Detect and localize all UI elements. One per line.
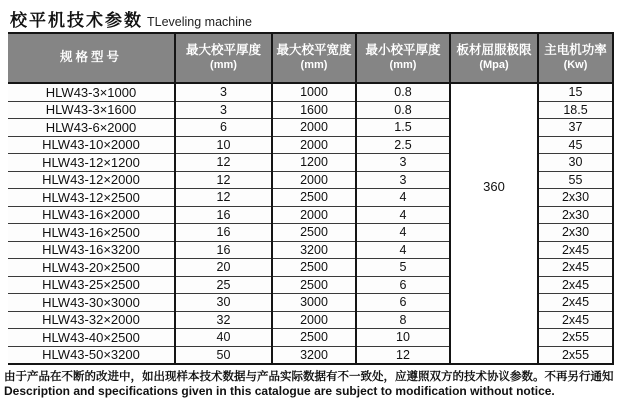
header-yield-limit-unit: (Mpa) [479, 58, 509, 71]
min-thickness-cell: 4 [356, 206, 450, 224]
yield-limit-cell: 360 [450, 83, 538, 364]
max-width-cell: 1200 [272, 154, 356, 172]
max-width-cell: 3000 [272, 294, 356, 312]
model-cell: HLW43-30×3000 [8, 294, 175, 312]
page-title-english: TLeveling machine [147, 15, 252, 29]
max-width-cell: 2500 [272, 224, 356, 242]
max-thickness-cell: 12 [175, 171, 272, 189]
min-thickness-cell: 3 [356, 154, 450, 172]
max-thickness-cell: 50 [175, 346, 272, 364]
max-thickness-cell: 30 [175, 294, 272, 312]
model-cell: HLW43-16×2500 [8, 224, 175, 242]
max-thickness-cell: 16 [175, 241, 272, 259]
model-cell: HLW43-25×2500 [8, 276, 175, 294]
motor-power-cell: 30 [538, 154, 613, 172]
max-width-cell: 2500 [272, 189, 356, 207]
max-width-cell: 2000 [272, 311, 356, 329]
motor-power-cell: 2x45 [538, 294, 613, 312]
page-title-chinese: 校平机技术参数 [10, 11, 143, 30]
footer-note [4, 370, 620, 399]
motor-power-cell: 2x30 [538, 189, 613, 207]
header-max-width: 最大校平宽度 (mm) [272, 33, 356, 83]
max-width-cell: 1600 [272, 101, 356, 119]
min-thickness-cell: 8 [356, 311, 450, 329]
max-width-cell: 2500 [272, 329, 356, 347]
spec-table-header [8, 33, 613, 83]
min-thickness-cell: 10 [356, 329, 450, 347]
min-thickness-cell: 2.5 [356, 136, 450, 154]
model-cell: HLW43-12×1200 [8, 154, 175, 172]
header-motor-power: 主电机功率 (Kw) [538, 33, 613, 83]
header-min-thickness-unit: (mm) [389, 58, 417, 71]
model-cell: HLW43-32×2000 [8, 311, 175, 329]
model-cell: HLW43-10×2000 [8, 136, 175, 154]
max-thickness-cell: 12 [175, 154, 272, 172]
max-thickness-cell: 25 [175, 276, 272, 294]
min-thickness-cell: 0.8 [356, 83, 450, 101]
min-thickness-cell: 0.8 [356, 101, 450, 119]
spec-table [8, 32, 614, 365]
spec-table-body [8, 83, 613, 364]
max-width-cell: 3200 [272, 241, 356, 259]
max-width-cell: 2000 [272, 206, 356, 224]
min-thickness-cell: 4 [356, 224, 450, 242]
max-width-cell: 2000 [272, 171, 356, 189]
motor-power-cell: 2x45 [538, 259, 613, 277]
header-max-width-unit: (mm) [300, 58, 328, 71]
motor-power-cell: 2x55 [538, 329, 613, 347]
max-thickness-cell: 6 [175, 119, 272, 137]
max-thickness-cell: 3 [175, 101, 272, 119]
model-cell: HLW43-16×2000 [8, 206, 175, 224]
motor-power-cell: 55 [538, 171, 613, 189]
footer-note-english: Description and specifications given in this catalogue are subject to modification without notice. [4, 384, 555, 399]
motor-power-cell: 45 [538, 136, 613, 154]
model-cell: HLW43-12×2500 [8, 189, 175, 207]
table-row [8, 83, 613, 101]
max-width-cell: 2500 [272, 259, 356, 277]
model-cell: HLW43-3×1000 [8, 83, 175, 101]
min-thickness-cell: 4 [356, 241, 450, 259]
motor-power-cell: 18.5 [538, 101, 613, 119]
footer-note-chinese: 由于产品在不断的改进中，如出现样本技术数据与产品实际数据有不一致处，应遵照双方的技术协议参数。不再另行通知 [4, 371, 614, 383]
header-motor-power-unit: (Kw) [563, 58, 588, 71]
min-thickness-cell: 4 [356, 189, 450, 207]
min-thickness-cell: 6 [356, 276, 450, 294]
header-max-thickness: 最大校平厚度 (mm) [175, 33, 272, 83]
max-thickness-cell: 16 [175, 206, 272, 224]
motor-power-cell: 2x45 [538, 241, 613, 259]
max-thickness-cell: 40 [175, 329, 272, 347]
max-thickness-cell: 20 [175, 259, 272, 277]
page-title [10, 6, 252, 31]
max-thickness-cell: 16 [175, 224, 272, 242]
motor-power-cell: 2x30 [538, 224, 613, 242]
model-cell: HLW43-3×1600 [8, 101, 175, 119]
model-cell: HLW43-6×2000 [8, 119, 175, 137]
min-thickness-cell: 1.5 [356, 119, 450, 137]
model-cell: HLW43-40×2500 [8, 329, 175, 347]
max-width-cell: 3200 [272, 346, 356, 364]
min-thickness-cell: 6 [356, 294, 450, 312]
min-thickness-cell: 5 [356, 259, 450, 277]
header-model: 规格型号 [8, 33, 175, 83]
max-width-cell: 2000 [272, 119, 356, 137]
header-min-thickness: 最小校平厚度 (mm) [356, 33, 450, 83]
motor-power-cell: 2x45 [538, 311, 613, 329]
header-max-thickness-unit: (mm) [210, 58, 237, 71]
model-cell: HLW43-20×2500 [8, 259, 175, 277]
max-thickness-cell: 3 [175, 83, 272, 101]
min-thickness-cell: 12 [356, 346, 450, 364]
model-cell: HLW43-12×2000 [8, 171, 175, 189]
max-width-cell: 2000 [272, 136, 356, 154]
motor-power-cell: 37 [538, 119, 613, 137]
motor-power-cell: 2x45 [538, 276, 613, 294]
header-yield-limit: 板材屈服极限 (Mpa) [450, 33, 538, 83]
max-thickness-cell: 12 [175, 189, 272, 207]
max-width-cell: 1000 [272, 83, 356, 101]
motor-power-cell: 2x30 [538, 206, 613, 224]
max-thickness-cell: 32 [175, 311, 272, 329]
model-cell: HLW43-50×3200 [8, 346, 175, 364]
max-width-cell: 2500 [272, 276, 356, 294]
max-thickness-cell: 10 [175, 136, 272, 154]
model-cell: HLW43-16×3200 [8, 241, 175, 259]
motor-power-cell: 15 [538, 83, 613, 101]
motor-power-cell: 2x55 [538, 346, 613, 364]
min-thickness-cell: 3 [356, 171, 450, 189]
